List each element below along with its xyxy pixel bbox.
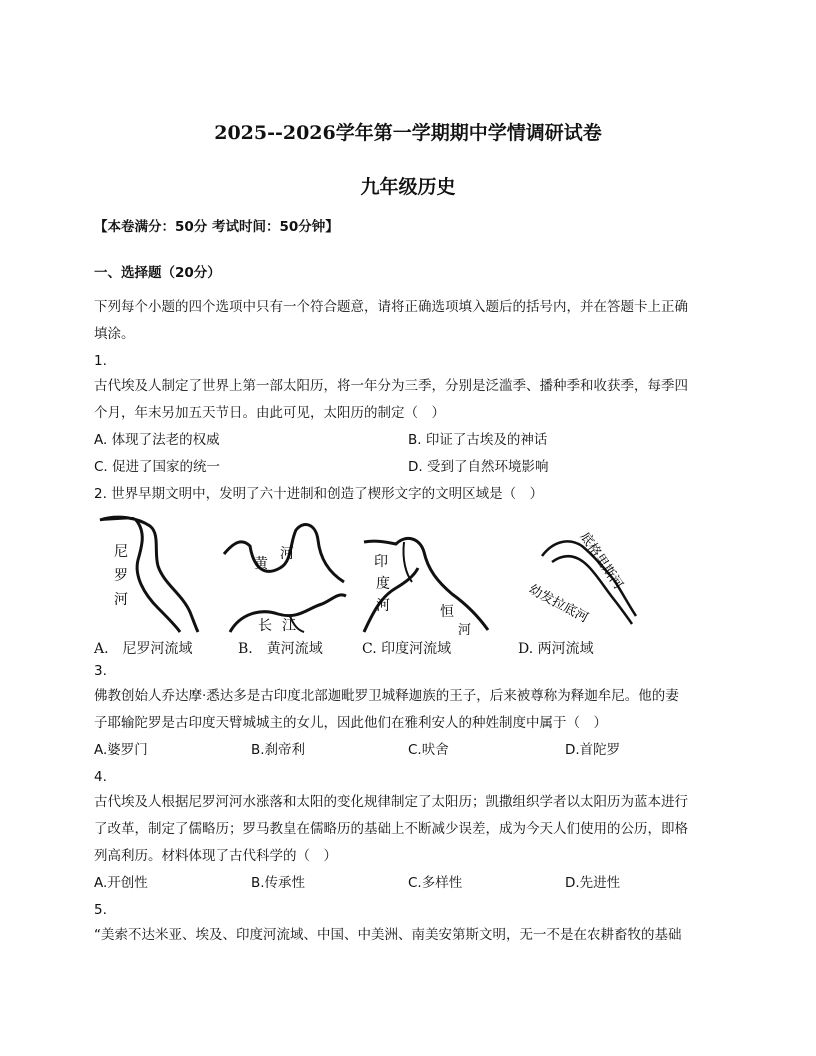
q3-option-b: B.刹帝利 bbox=[251, 742, 306, 758]
q3-stem-line-2: 子耶输陀罗是古印度天臂城城主的女儿，因此他们在雅利安人的种姓制度中属于（ ） bbox=[94, 715, 607, 731]
q1-option-c: C. 促进了国家的统一 bbox=[94, 459, 221, 475]
q4-number: 4. bbox=[94, 769, 107, 785]
map-label: 黄 bbox=[254, 556, 268, 572]
map-label: 河 bbox=[114, 592, 128, 608]
q5-number: 5. bbox=[94, 902, 107, 918]
map-yellow-river bbox=[220, 512, 348, 634]
q4-option-a: A.开创性 bbox=[94, 875, 148, 891]
map-indus-river bbox=[362, 512, 490, 638]
instructions-line-2: 填涂。 bbox=[94, 326, 135, 342]
map-twin-rivers bbox=[520, 512, 642, 634]
q2-caption-a: A. 尼罗河流域 bbox=[94, 641, 193, 657]
q1-stem-line-1: 古代埃及人制定了世界上第一部太阳历，将一年分为三季，分别是泛滥季、播种季和收获季，每季四 bbox=[94, 378, 688, 394]
section-heading: 一、选择题（20分） bbox=[94, 265, 221, 281]
map-label: 河 bbox=[376, 598, 390, 614]
q1-option-b: B. 印证了古埃及的神话 bbox=[408, 432, 548, 448]
q4-stem-line-3: 列高利历。材料体现了古代科学的（ ） bbox=[94, 848, 337, 864]
map-label: 印 bbox=[374, 554, 388, 570]
map-label: 河 bbox=[280, 546, 294, 562]
nile-river-sketch bbox=[98, 512, 208, 634]
q4-option-d: D.先进性 bbox=[565, 875, 621, 891]
exam-subtitle: 九年级历史 bbox=[360, 176, 456, 198]
map-label: 罗 bbox=[114, 568, 128, 584]
q1-stem-line-2: 个月，年末另加五天节日。由此可见，太阳历的制定（ ） bbox=[94, 405, 445, 421]
q3-number: 3. bbox=[94, 663, 107, 679]
instructions-line-1: 下列每个小题的四个选项中只有一个符合题意，请将正确选项填入题后的括号内，并在答题卡上正确 bbox=[94, 299, 688, 315]
q2-caption-d: D. 两河流域 bbox=[518, 641, 594, 657]
q2-stem: 2. 世界早期文明中，发明了六十进制和创造了楔形文字的文明区域是（ ） bbox=[94, 486, 544, 502]
q1-option-d: D. 受到了自然环境影响 bbox=[408, 459, 549, 475]
map-label: 长 bbox=[258, 618, 272, 634]
exam-info: 【本卷满分：50分 考试时间：50分钟】 bbox=[94, 219, 339, 235]
q3-stem-line-1: 佛教创始人乔达摩·悉达多是古印度北部迦毗罗卫城释迦族的王子，后来被尊称为释迦牟尼。他的妻 bbox=[94, 688, 679, 704]
exam-title: 2025--2026学年第一学期期中学情调研试卷 bbox=[214, 122, 602, 144]
map-label: 恒 bbox=[440, 604, 454, 620]
q3-option-c: C.吠舍 bbox=[408, 742, 449, 758]
q3-option-d: D.首陀罗 bbox=[565, 742, 621, 758]
q4-option-b: B.传承性 bbox=[251, 875, 306, 891]
q2-caption-b: B. 黄河流域 bbox=[238, 641, 323, 657]
q4-stem-line-1: 古代埃及人根据尼罗河河水涨落和太阳的变化规律制定了太阳历；凯撒组织学者以太阳历为蓝本进行 bbox=[94, 794, 688, 810]
yellow-river-sketch bbox=[220, 512, 348, 634]
q4-option-c: C.多样性 bbox=[408, 875, 463, 891]
map-label: 底格里斯河 bbox=[576, 529, 626, 593]
indus-river-sketch bbox=[362, 512, 490, 638]
twin-rivers-sketch bbox=[520, 512, 642, 634]
map-nile bbox=[98, 512, 208, 634]
q1-number: 1. bbox=[94, 353, 107, 369]
q2-caption-c: C. 印度河流域 bbox=[362, 641, 452, 657]
q3-option-a: A.婆罗门 bbox=[94, 742, 148, 758]
q4-stem-line-2: 了改革，制定了儒略历；罗马教皇在儒略历的基础上不断减少误差，成为今天人们使用的公历，即格 bbox=[94, 821, 688, 837]
map-label: 尼 bbox=[114, 544, 128, 560]
map-label: 度 bbox=[376, 576, 390, 592]
q1-option-a: A. 体现了法老的权威 bbox=[94, 432, 220, 448]
q5-stem-line-1: “美索不达米亚、埃及、印度河流域、中国、中美洲、南美安第斯文明，无一不是在农耕畜牧的基础 bbox=[94, 927, 682, 943]
map-label: 幼发拉底河 bbox=[526, 582, 591, 627]
map-label: 河 bbox=[458, 623, 472, 638]
map-label: 江 bbox=[282, 618, 296, 634]
